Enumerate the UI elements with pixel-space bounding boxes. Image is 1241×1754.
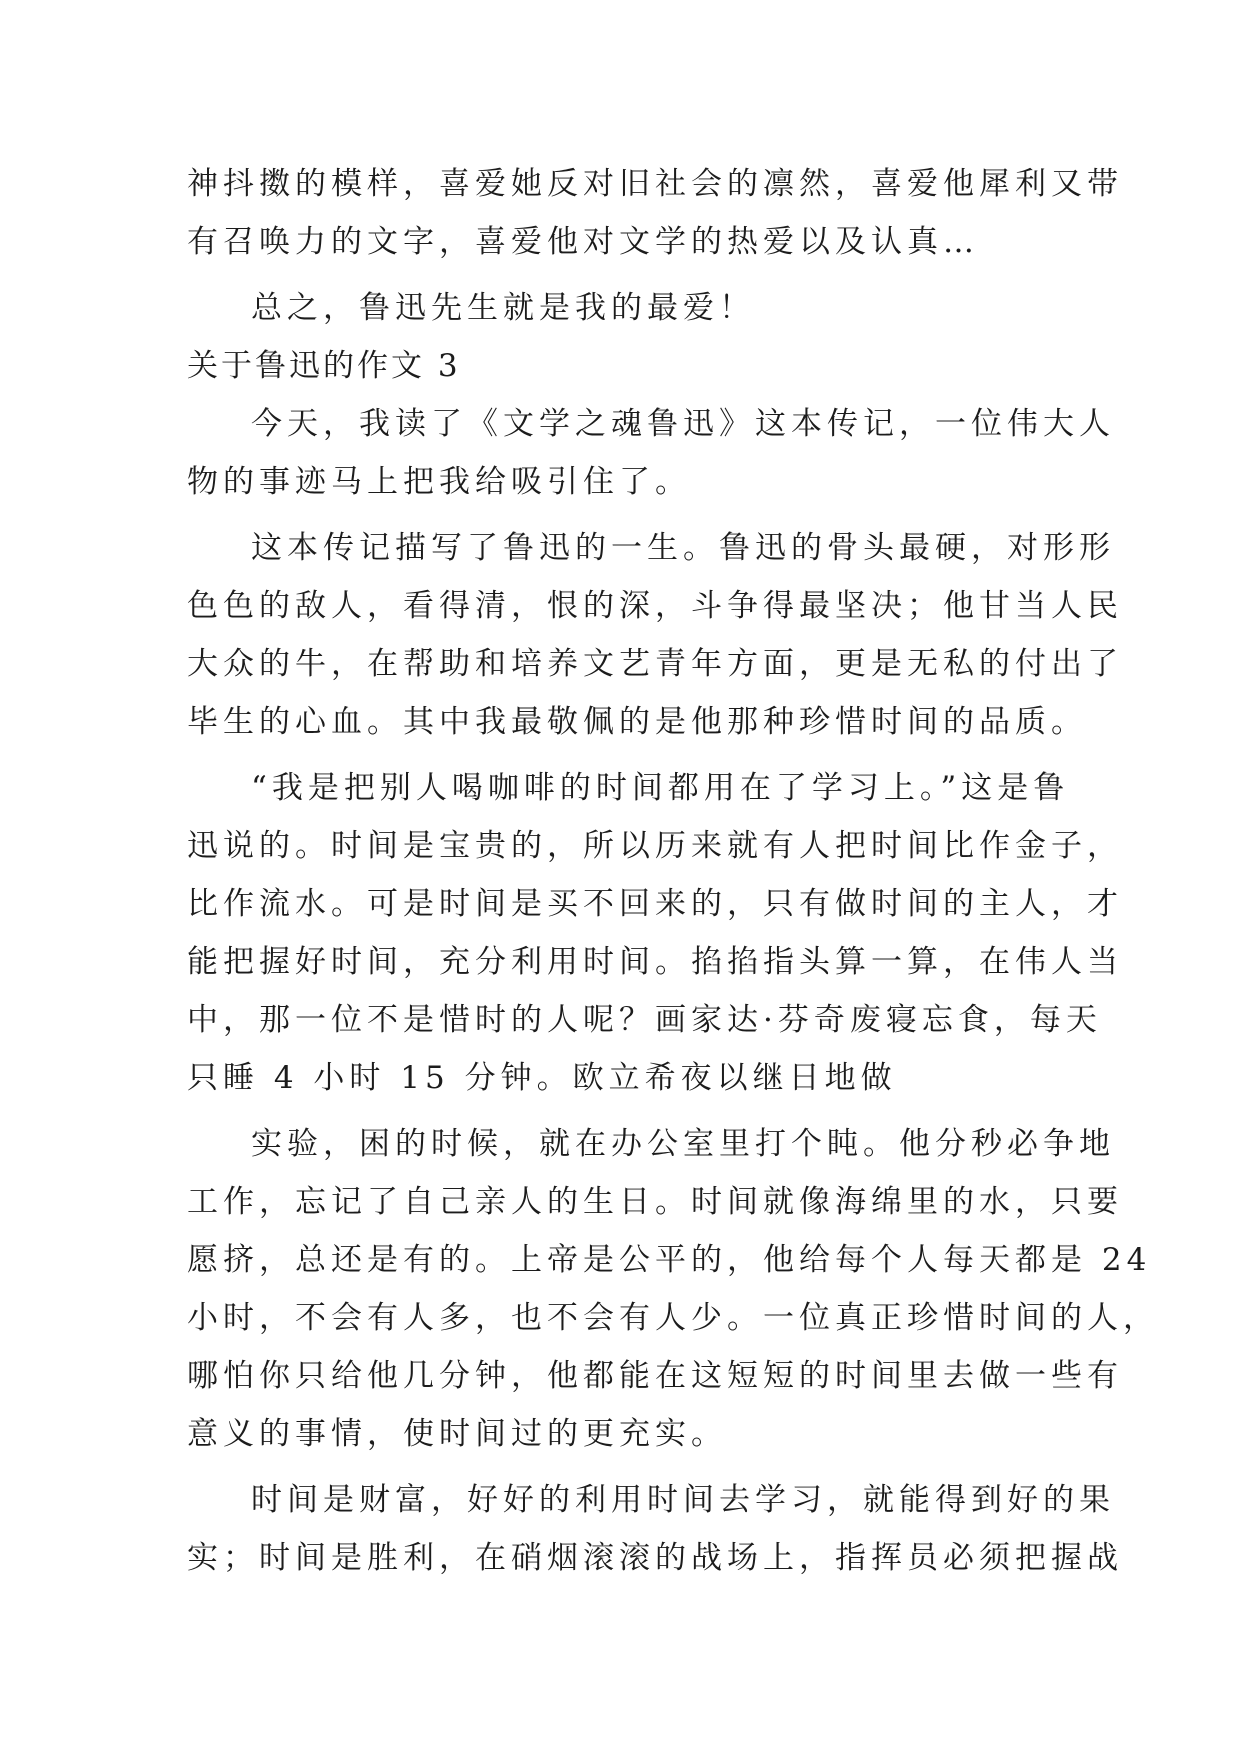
paragraph-gap: [187, 271, 1053, 279]
text-line: “我是把别人喝咖啡的时间都用在了学习上。”这是鲁: [251, 770, 1070, 806]
section-heading: [187, 337, 1053, 395]
text-line: 实验，困的时候，就在办公室里打个盹。他分秒必争地: [251, 1126, 1115, 1162]
paragraph: [187, 759, 1123, 1107]
text-line: 小时，不会有人多，也不会有人少。一位真正珍惜时间的人，: [187, 1300, 1159, 1336]
paragraph: [187, 395, 1115, 511]
text-line: 有召唤力的文字，喜爱他对文学的热爱以及认真…: [187, 224, 979, 260]
text-line: 实；时间是胜利，在硝烟滚滚的战场上，指挥员必须把握战: [187, 1540, 1123, 1576]
text-line: 物的事迹马上把我给吸引住了。: [187, 464, 691, 500]
paragraph-gap: [187, 1107, 1053, 1115]
paragraph: [187, 155, 1123, 271]
text-line: 意义的事情，使时间过的更充实。: [187, 1416, 727, 1452]
text-line: 大众的牛，在帮助和培养文艺青年方面，更是无私的付出了: [187, 646, 1123, 682]
paragraph-gap: [187, 1463, 1053, 1471]
text-line: 毕生的心血。其中我最敬佩的是他那种珍惜时间的品质。: [187, 704, 1087, 740]
text-line: 色色的敌人，看得清，恨的深，斗争得最坚决；他甘当人民: [187, 588, 1123, 624]
paragraph: [187, 279, 1053, 337]
text-line: 哪怕你只给他几分钟，他都能在这短短的时间里去做一些有: [187, 1358, 1123, 1394]
text-line: 时间是财富，好好的利用时间去学习，就能得到好的果: [251, 1482, 1115, 1518]
text-line: 比作流水。可是时间是买不回来的，只有做时间的主人，才: [187, 886, 1123, 922]
text-line: 总之，鲁迅先生就是我的最爱！: [251, 290, 755, 326]
text-line: 这本传记描写了鲁迅的一生。鲁迅的骨头最硬，对形形: [251, 530, 1115, 566]
text-line: 迅说的。时间是宝贵的，所以历来就有人把时间比作金子，: [187, 828, 1123, 864]
paragraph-gap: [187, 751, 1053, 759]
text-line: 中，那一位不是惜时的人呢？画家达·芬奇废寝忘食，每天: [187, 1002, 1102, 1038]
paragraph: [187, 1471, 1123, 1587]
text-line: 只睡 4 小时 15 分钟。欧立希夜以继日地做: [187, 1060, 897, 1096]
paragraph: [187, 1115, 1159, 1463]
heading-text: 关于鲁迅的作文 3: [187, 348, 461, 384]
text-line: 今天，我读了《文学之魂鲁迅》这本传记，一位伟大人: [251, 406, 1115, 442]
text-line: 能把握好时间，充分利用时间。掐掐指头算一算，在伟人当: [187, 944, 1123, 980]
document-body: [187, 155, 1159, 1587]
text-line: 神抖擞的模样，喜爱她反对旧社会的凛然，喜爱他犀利又带: [187, 166, 1123, 202]
paragraph: [187, 519, 1123, 751]
text-line: 工作，忘记了自己亲人的生日。时间就像海绵里的水，只要: [187, 1184, 1123, 1220]
paragraph-gap: [187, 511, 1053, 519]
text-line: 愿挤，总还是有的。上帝是公平的，他给每个人每天都是 24: [187, 1242, 1152, 1278]
